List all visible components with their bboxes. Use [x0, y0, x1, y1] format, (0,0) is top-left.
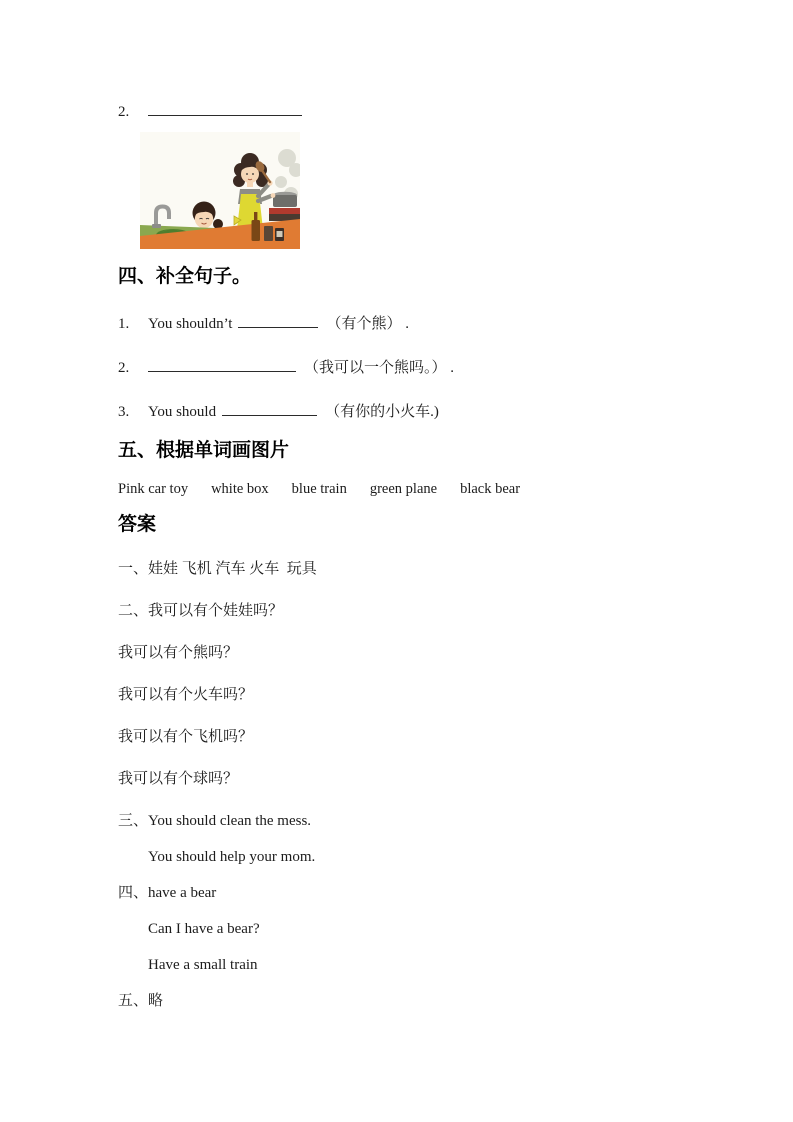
answer-line: 我可以有个飞机吗？	[118, 729, 254, 745]
word-item: black bear	[460, 481, 521, 497]
item-number: 3.	[118, 404, 130, 420]
item-text-before-blank: You should	[148, 404, 217, 420]
answer-line: 五、略	[118, 993, 164, 1009]
answers-heading: 答案	[118, 514, 157, 535]
answer-blank-line	[148, 359, 296, 372]
answer-blank-line	[148, 103, 302, 116]
kitchen-illustration	[140, 132, 300, 249]
answer-line: Have a small train	[148, 957, 258, 973]
item-number: 1.	[118, 316, 130, 332]
answer-line: 我可以有个火车吗？	[118, 687, 254, 703]
answer-line: 我可以有个熊吗？	[118, 645, 239, 661]
answer-blank-line	[222, 403, 317, 416]
answer-line: 我可以有个球吗？	[118, 771, 239, 787]
item-text-after-blank: （有个熊） .	[326, 316, 409, 332]
section4-item-1	[118, 315, 738, 333]
section4-item-3	[118, 403, 738, 421]
word-item: green plane	[369, 481, 438, 497]
page-content	[118, 103, 738, 1009]
answer-line: 三、You should clean the mess.	[118, 813, 312, 829]
word-list	[118, 481, 738, 497]
item-number: 2.	[118, 360, 130, 376]
word-item: Pink car toy	[118, 481, 189, 497]
section5-heading: 五、根据单词画图片	[118, 440, 290, 461]
answers-block	[118, 561, 738, 1009]
word-item: white box	[211, 481, 269, 497]
question-number: 2.	[118, 104, 130, 120]
word-item: blue train	[291, 481, 347, 497]
answer-line: 二、我可以有个娃娃吗？	[118, 603, 284, 619]
answer-line: 四、have a bear	[118, 885, 217, 901]
item-text-before-blank: You shouldn’t	[148, 316, 233, 332]
answer-line: Can I have a bear?	[148, 921, 260, 937]
section4-heading: 四、补全句子。	[118, 266, 252, 287]
answer-line: You should help your mom.	[148, 849, 316, 865]
kitchen-illustration-svg	[140, 132, 300, 249]
item-text-after-blank: （我可以一个熊吗。） .	[304, 360, 455, 376]
answer-blank-line	[238, 315, 318, 328]
question-2-line	[118, 103, 738, 121]
item-text-after-blank: （有你的小火车.)	[325, 404, 439, 420]
answer-line: 一、娃娃 飞机 汽车 火车 玩具	[118, 561, 317, 577]
section4-item-2	[118, 359, 738, 377]
